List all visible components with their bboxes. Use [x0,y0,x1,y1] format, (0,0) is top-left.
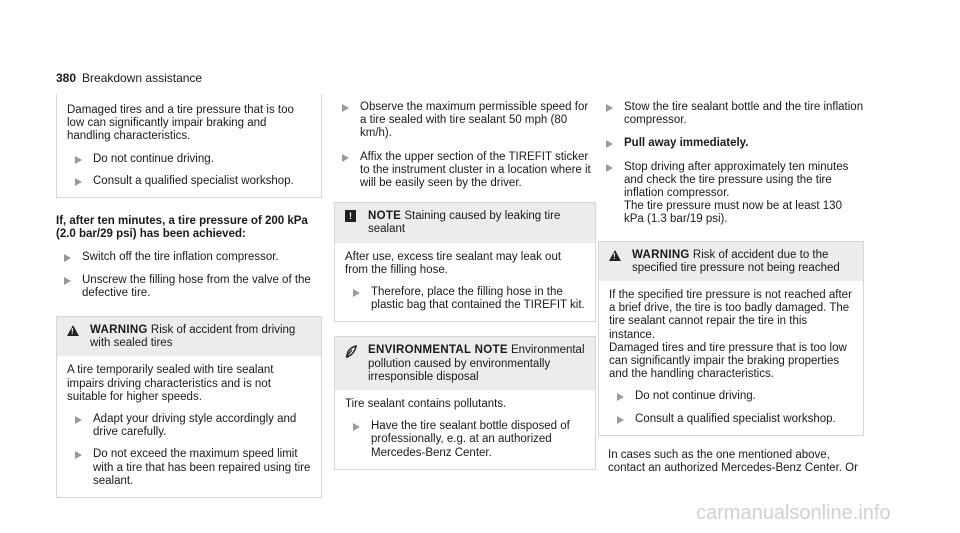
step-item: Therefore, place the filling hose in the plastic bag that contained the TIREFIT kit. [345,286,585,312]
watermark: carmanualsonline.info [696,502,891,524]
step-item: Affix the upper section of the TIREFIT sticker to the instrument cluster in a location where it will be easily seen by the driver. [334,151,596,191]
arrow-icon [353,289,360,297]
page-number: 380 [56,71,77,85]
arrow-icon [64,277,71,285]
arrow-icon [353,423,360,431]
note-box [334,202,596,322]
arrow-icon [342,154,349,162]
step-item: Stow the tire sealant bottle and the tire inflation compressor. [598,101,864,127]
arrow-icon [342,104,349,112]
environmental-text: Tire sealant contains pollutants. [345,398,507,411]
warning-icon [609,250,621,261]
arrow-icon [606,104,613,112]
step-item: Do not continue driving. [67,153,311,166]
arrow-icon [606,140,613,148]
step-item: Adapt your driving style accordingly and drive carefully. [67,413,311,439]
arrow-icon [75,416,82,424]
note-title: Staining caused by leaking tire sealant [368,210,561,236]
warning-text: If the specified tire pressure is not reached after a brief drive, the tire is too badly damaged. The tire sealant cannot repair the tire in this instance. [609,289,852,341]
environment-icon [345,345,357,358]
warning-box [598,241,864,436]
column-1 [56,94,322,498]
arrow-icon [64,254,71,262]
column-3 [598,94,864,475]
warning-title: Risk of accident from driving with sealed tires [90,324,296,350]
warning-text: Damaged tires and tire pressure that is too low can significantly impair the braking properties and the handling characteristics. [609,341,847,381]
note-text: After use, excess tire sealant may leak out from the filling hose. [345,250,562,276]
note-header [335,203,595,242]
section-heading: If, after ten minutes, a tire pressure of 200 kPa (2.0 bar/29 psi) has been achieved: [56,215,308,241]
arrow-icon [75,156,82,164]
warning-box [56,316,322,498]
step-item: Do not continue driving. [609,390,853,403]
warning-label: WARNING [90,324,148,337]
arrow-icon [606,164,613,172]
environmental-title: Environmental pollution caused by environmentally irresponsible disposal [368,344,585,383]
warning-label: WARNING [632,248,690,261]
note-icon: ! [345,210,356,222]
warning-header [599,242,863,281]
closing-text: In cases such as the one mentioned above, contact an authorized Mercedes-Benz Center. Or [608,448,858,475]
arrow-icon [617,393,624,401]
warning-header [57,317,321,356]
step-item: Do not exceed the maximum speed limit with a tire that has been repaired using tire sealant. [67,448,311,488]
column-2 [334,94,596,470]
arrow-icon [75,178,82,186]
step-item: Observe the maximum permissible speed for a tire sealed with tire sealant 50 mph (80 km/h). [334,101,596,141]
warning-title: Risk of accident due to the specified tire pressure not being reached [632,248,840,274]
page-header [56,72,202,85]
step-item: Switch off the tire inflation compressor. [56,251,322,264]
step-item: Have the tire sealant bottle disposed of professionally, e.g. at an authorized Mercedes-Benz Center. [345,420,585,460]
step-item: Pull away immediately. [598,137,864,150]
environmental-note-header [335,337,595,390]
warning-text: A tire temporarily sealed with tire sealant impairs driving characteristics and is not suitable for higher speeds. [67,364,274,403]
step-item: Unscrew the filling hose from the valve of the defective tire. [56,274,322,300]
arrow-icon [75,451,82,459]
warning-icon [67,325,79,336]
step-item: Consult a qualified specialist workshop. [67,175,311,188]
step-note: The tire pressure must now be at least 130 kPa (1.3 bar/19 psi). [624,200,842,226]
step-item: Consult a qualified specialist workshop. [609,413,853,426]
damage-text: Damaged tires and a tire pressure that is too low can significantly impair braking and handling characteristics. [67,104,294,143]
step-item: Stop driving after approximately ten minutes and check the tire pressure using the tire inflation compressor. The tire pressure must now be at least 130 kPa (1.3 bar/19 psi). [598,161,864,227]
arrow-icon [617,416,624,424]
damage-info-box [56,94,322,198]
environmental-label: ENVIRONMENTAL NOTE [368,344,508,357]
note-label: NOTE [368,210,402,223]
section-title: Breakdown assistance [82,71,203,85]
environmental-note-box [334,336,596,469]
